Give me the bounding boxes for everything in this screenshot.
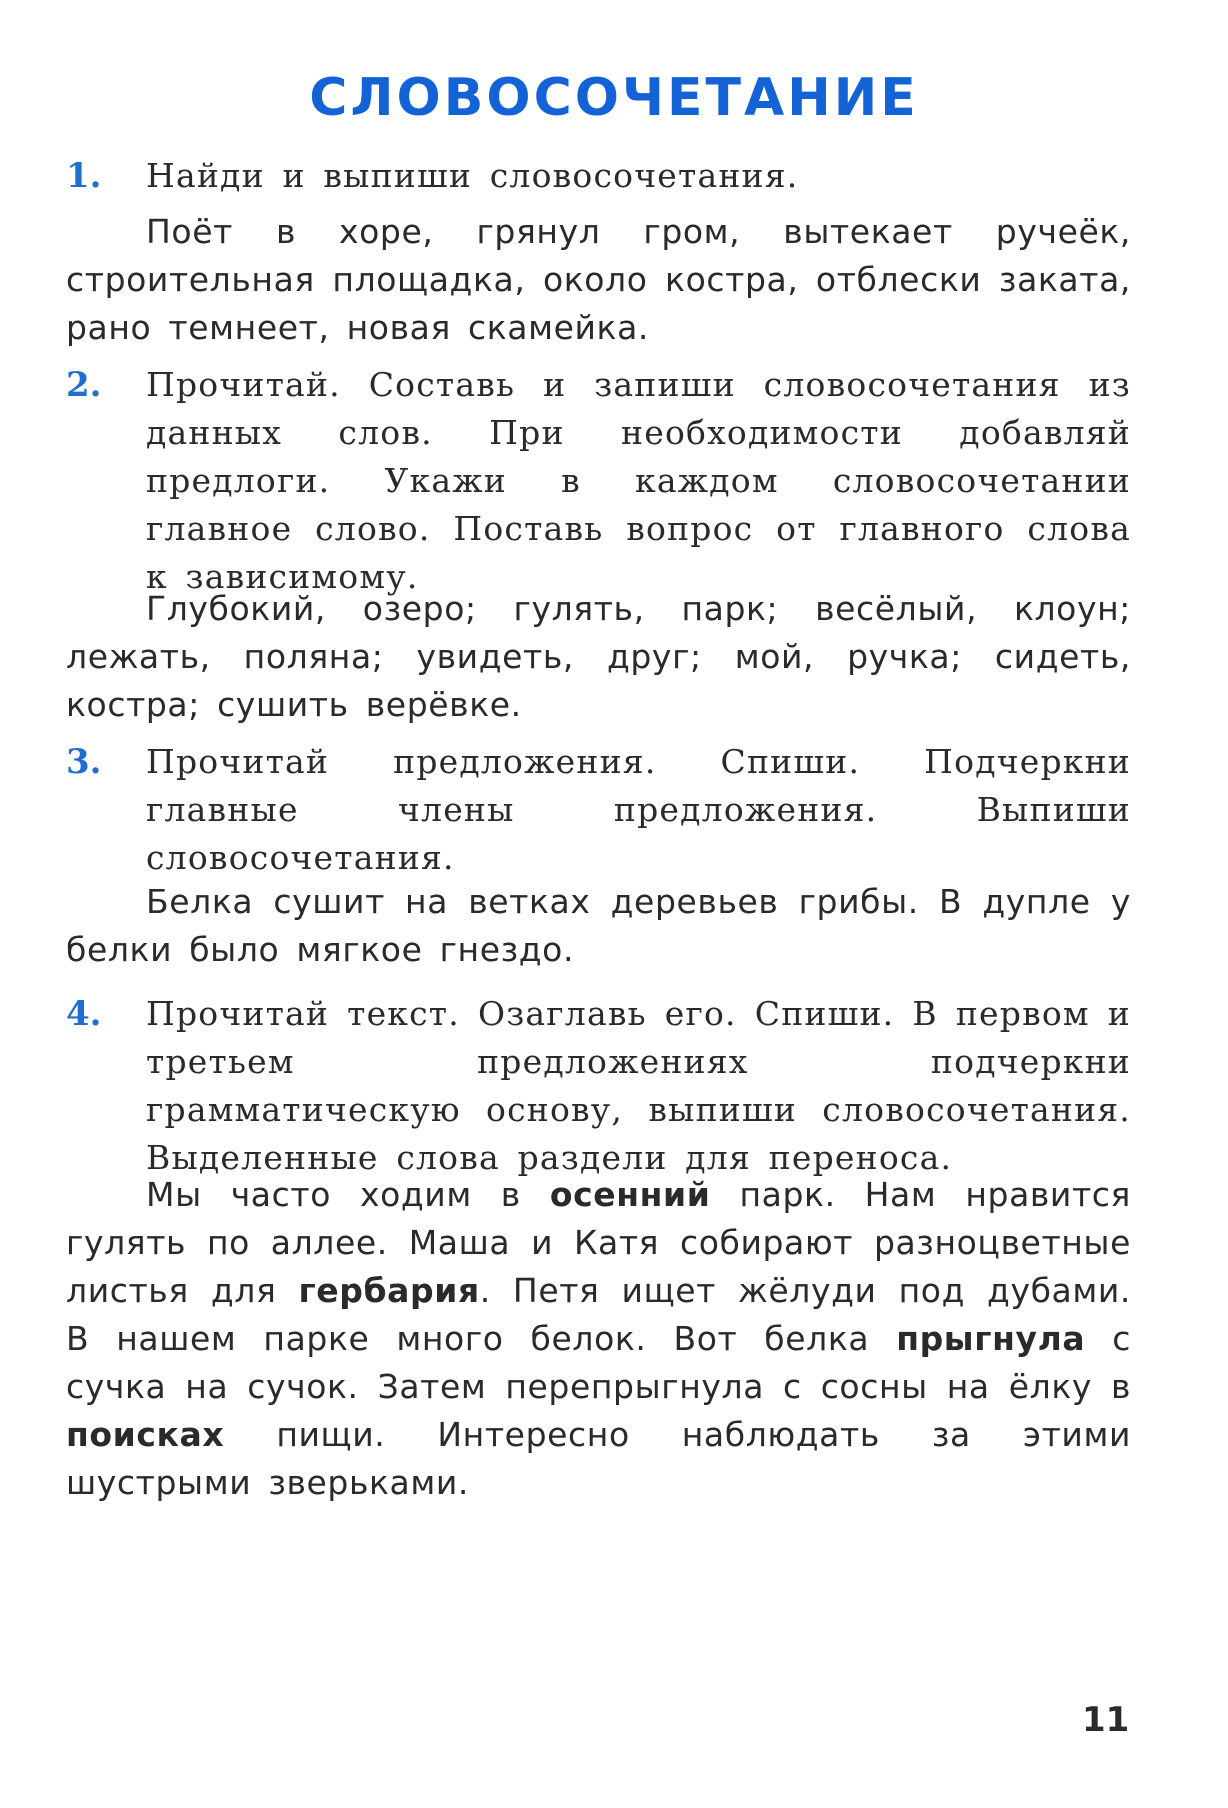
task-2-exercise bbox=[66, 585, 1131, 729]
task-4-text-part: . Петя ищет жёлуди под дубами. В нашем парке много белок. Вот белка bbox=[66, 1271, 1131, 1358]
task-4-number: 4. bbox=[66, 994, 102, 1034]
task-4-instruction: Прочитай текст. Озаглавь его. Спиши. В первом и третьем предложениях подчеркни грамматическую основу, выпиши словосочетания. Выделенные слова раздели для переноса. bbox=[146, 994, 1131, 1177]
task-1-text: Поёт в хоре, грянул гром, вытекает ручеёк, строительная площадка, около костра, отблески заката, рано темнеет, новая скамейка. bbox=[66, 212, 1131, 347]
task-4-text-part: парк. Нам нравится гулять по аллее. Маша и Катя собирают разноцветные листья для bbox=[66, 1175, 1132, 1310]
highlighted-word: гербария bbox=[298, 1271, 480, 1310]
task-4-text-part: с сучка на сучок. Затем перепрыгнула с сосны на ёлку в bbox=[66, 1319, 1131, 1406]
task-1-instruction: Найди и выпиши словосочетания. bbox=[146, 156, 799, 195]
task-3-text: Белка сушит на ветках деревьев грибы. В дупле у белки было мягкое гнездо. bbox=[66, 882, 1131, 969]
highlighted-word: осенний bbox=[549, 1175, 711, 1214]
task-4-exercise bbox=[66, 1171, 1131, 1507]
task-3-number: 3. bbox=[66, 742, 102, 782]
task-3-exercise bbox=[66, 878, 1131, 974]
task-2-text: Глубокий, озеро; гулять, парк; весёлый, клоун; лежать, поляна; увидеть, друг; мой, ручка; сидеть, костра; сушить верёвке. bbox=[66, 589, 1131, 724]
page-title: СЛОВОСОЧЕТАНИЕ bbox=[309, 68, 919, 128]
highlighted-word: прыгнула bbox=[896, 1319, 1086, 1358]
highlighted-word: поисках bbox=[66, 1415, 225, 1454]
page-number: 11 bbox=[1082, 1700, 1130, 1740]
task-1-exercise bbox=[66, 208, 1131, 352]
task-3-instruction: Прочитай предложения. Спиши. Подчеркни главные члены предложения. Выпиши словосочетания. bbox=[146, 742, 1131, 877]
task-1-number: 1. bbox=[66, 156, 102, 196]
task-2-number: 2. bbox=[66, 365, 102, 405]
task-4-text-part: Мы часто ходим в bbox=[146, 1175, 550, 1214]
task-4-text-part: пищи. Интересно наблюдать за этими шустрыми зверьками. bbox=[66, 1415, 1131, 1502]
task-2-instruction: Прочитай. Составь и запиши словосочетания из данных слов. При необходимости добавляй предлоги. Укажи в каждом словосочетании главное слово. Поставь вопрос от главного слова к зависимому. bbox=[146, 365, 1131, 596]
